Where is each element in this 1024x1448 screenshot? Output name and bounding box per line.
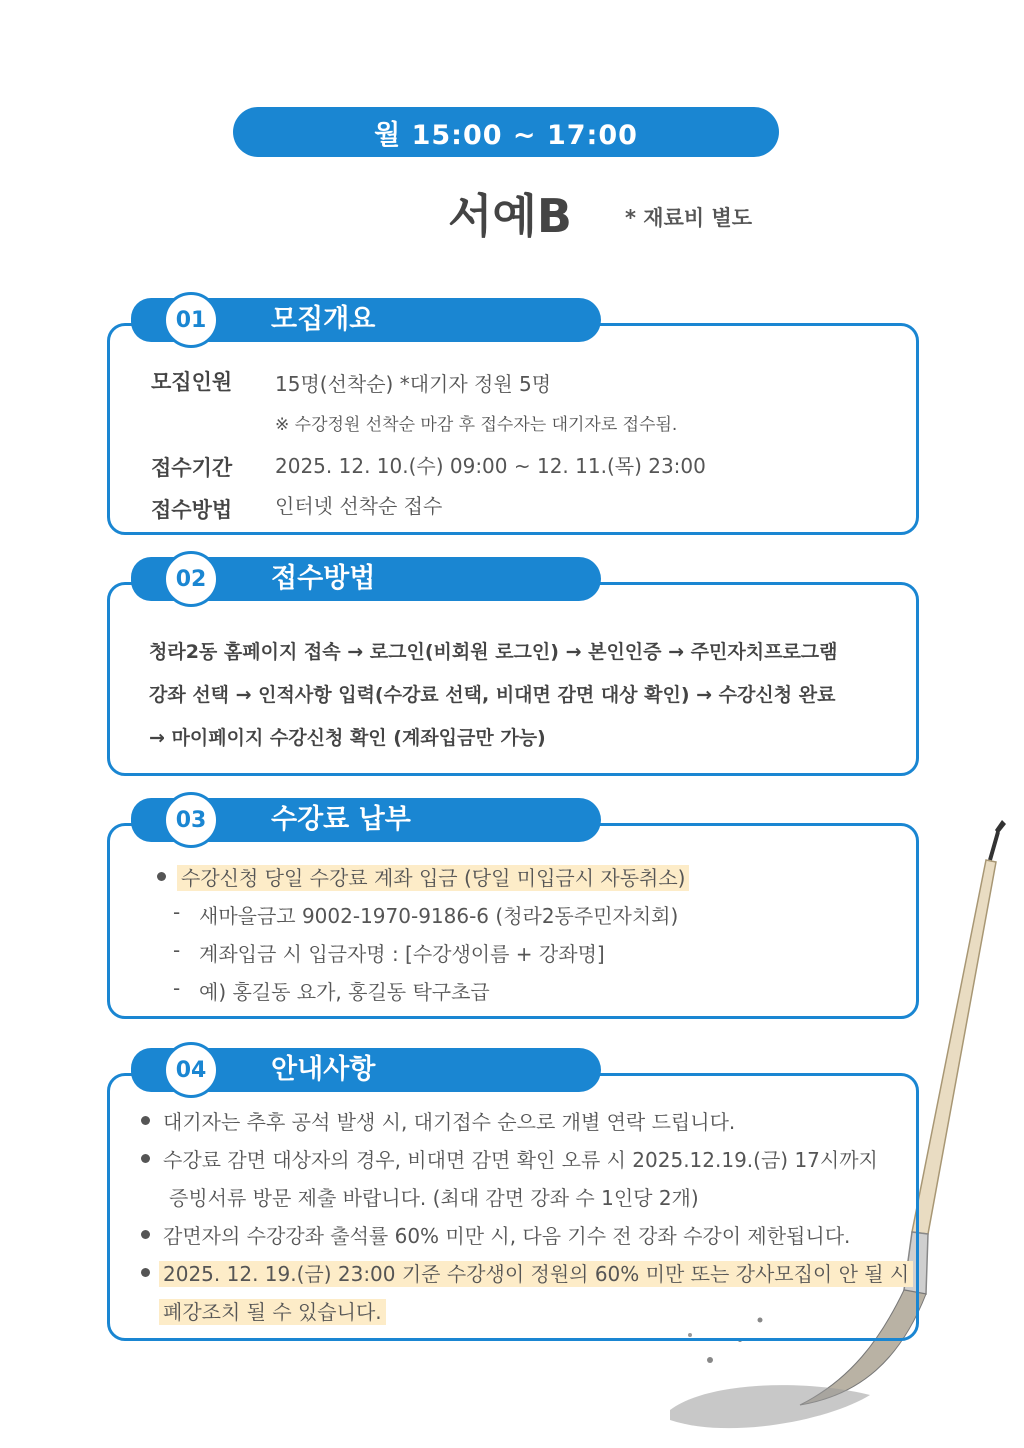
- notice-item: 감면자의 수강강좌 출석률 60% 미만 시, 다음 기수 전 강좌 수강이 제한됩니다.: [163, 1224, 851, 1248]
- bullet-dot: [141, 1154, 150, 1163]
- label-application-period: 접수기간: [151, 456, 233, 480]
- notice-item-continued: 증빙서류 방문 제출 바랍니다. (최대 감면 강좌 수 1인당 2개): [169, 1186, 699, 1210]
- payment-bullet: [177, 862, 689, 891]
- highlighted-text: 수강신청 당일 수강료 계좌 입금 (당일 미입금시 자동취소): [177, 865, 689, 891]
- value-application-method: 인터넷 선착순 접수: [275, 494, 443, 518]
- course-title: 서예B: [448, 189, 572, 243]
- section-number: 01: [163, 292, 219, 348]
- section-tuition-payment: [107, 798, 917, 1018]
- section-title: 접수방법: [271, 563, 376, 594]
- bank-account: 새마을금고 9002-1970-9186-6 (청라2동주민자치회): [199, 904, 679, 928]
- notice-item-highlighted: [159, 1258, 913, 1287]
- label-recruit-count: 모집인원: [151, 370, 233, 394]
- section-recruitment-overview: [107, 298, 917, 536]
- bullet-dot: [141, 1230, 150, 1239]
- section-title: 안내사항: [271, 1054, 376, 1085]
- bullet-dot: [141, 1116, 150, 1125]
- waitlist-note: ※ 수강정원 선착순 마감 후 접수자는 대기자로 접수됨.: [275, 415, 678, 435]
- bullet-dot: [157, 872, 166, 881]
- flow-line: 청라2동 홈페이지 접속 → 로그인(비회원 로그인) → 본인인증 → 주민자치프로그램: [149, 641, 838, 663]
- highlighted-text: 2025. 12. 19.(금) 23:00 기준 수강생이 정원의 60% 미만 또는 강사모집이 안 될 시: [159, 1261, 913, 1287]
- depositor-name-rule: 계좌입금 시 입금자명 : [수강생이름 + 강좌명]: [199, 942, 605, 966]
- value-recruit-count: 15명(선착순) *대기자 정원 5명: [275, 372, 552, 396]
- section-number: 02: [163, 551, 219, 607]
- section-notices: [107, 1048, 917, 1343]
- schedule-banner: 월 15:00 ~ 17:00: [233, 107, 779, 157]
- notice-item: 대기자는 추후 공석 발생 시, 대기접수 순으로 개별 연락 드립니다.: [163, 1110, 736, 1134]
- highlighted-text: 폐강조치 될 수 있습니다.: [159, 1299, 386, 1325]
- section-title: 수강료 납부: [271, 804, 411, 835]
- notice-item-highlighted-continued: [159, 1296, 386, 1325]
- section-application-method: [107, 557, 917, 777]
- label-application-method: 접수방법: [151, 498, 233, 522]
- sub-dash: -: [173, 938, 181, 962]
- value-application-period: 2025. 12. 10.(수) 09:00 ~ 12. 11.(목) 23:00: [275, 454, 706, 478]
- flow-line: → 마이페이지 수강신청 확인 (계좌입금만 가능): [149, 727, 546, 749]
- section-number: 04: [163, 1042, 219, 1098]
- section-number: 03: [163, 792, 219, 848]
- notice-item: 수강료 감면 대상자의 경우, 비대면 감면 확인 오류 시 2025.12.19.(금) 17시까지: [163, 1148, 878, 1172]
- sub-dash: -: [173, 900, 181, 924]
- bullet-dot: [141, 1268, 150, 1277]
- section-title: 모집개요: [271, 304, 376, 335]
- flow-line: 강좌 선택 → 인적사항 입력(수강료 선택, 비대면 감면 대상 확인) → 수강신청 완료: [149, 684, 836, 706]
- material-note: * 재료비 별도: [625, 206, 753, 230]
- depositor-example: 예) 홍길동 요가, 홍길동 탁구초급: [199, 980, 490, 1004]
- sub-dash: -: [173, 976, 181, 1000]
